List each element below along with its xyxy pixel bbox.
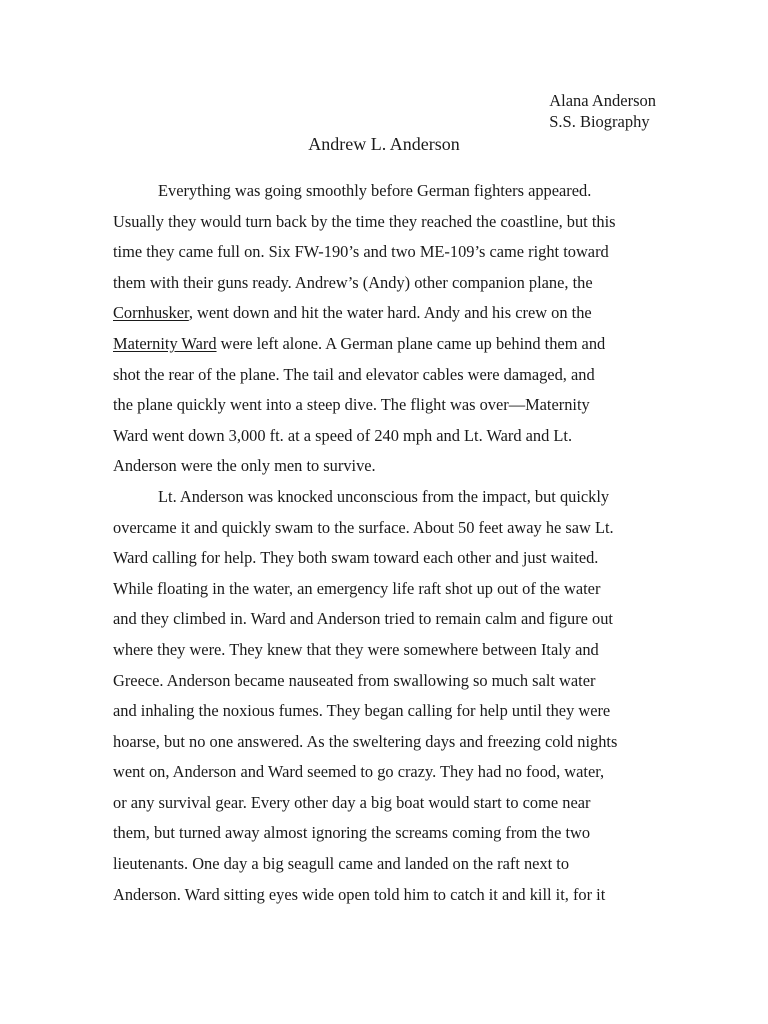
text-line: Lt. Anderson was knocked unconscious from the impact, but quickly [158,486,610,506]
page-title: Andrew L. Anderson [308,134,460,154]
text-line: went on, Anderson and Ward seemed to go crazy. They had no food, water, [113,762,605,782]
text-line: where they were. They knew that they were somewhere between Italy and [113,639,599,659]
text-line: them, but turned away almost ignoring the screams coming from the two [113,823,591,843]
text-segment: , went down and hit the water hard. Andy and his crew on the [188,303,592,323]
text-line: Everything was going smoothly before German fighters appeared. [158,181,592,200]
text-line: Ward calling for help. They both swam toward each other and just waited. [113,548,599,568]
text-line: or any survival gear. Every other day a big boat would start to come near [113,792,591,812]
author-name: Alana Anderson [549,91,656,110]
text-line [113,329,663,360]
text-line: time they came full on. Six FW-190’s and two ME-109’s came right toward [113,242,609,262]
text-line: Usually they would turn back by the time they reached the coastline, but this [113,211,616,231]
text-line: and they climbed in. Ward and Anderson tried to remain calm and figure out [113,609,613,629]
text-line: overcame it and quickly swam to the surface. About 50 feet away he saw Lt. [113,517,614,537]
paragraph-2 [113,482,663,910]
text-line: the plane quickly went into a steep dive. The flight was over—Maternity [113,395,590,415]
text-line: Anderson. Ward sitting eyes wide open told him to catch it and kill it, for it [113,884,606,904]
body-text [113,176,663,910]
text-line: Greece. Anderson became nauseated from swallowing so much salt water [113,670,596,690]
paragraph-1 [113,176,663,482]
course-name: S.S. Biography [549,112,650,131]
header-block [549,90,656,132]
text-line: lieutenants. One day a big seagull came and landed on the raft next to [113,854,570,874]
text-line: While floating in the water, an emergency life raft shot up out of the water [113,578,601,598]
text-line: shot the rear of the plane. The tail and elevator cables were damaged, and [113,364,595,384]
text-line: Ward went down 3,000 ft. at a speed of 240 mph and Lt. Ward and Lt. [113,425,573,445]
text-line: hoarse, but no one answered. As the sweltering days and freezing cold nights [113,731,618,751]
text-line: Anderson were the only men to survive. [113,456,376,476]
text-line [113,298,663,329]
plane-name-maternity-ward: Maternity Ward [113,333,217,353]
text-line: and inhaling the noxious fumes. They began calling for help until they were [113,701,611,721]
plane-name-cornhusker: Cornhusker [113,303,189,323]
text-segment: were left alone. A German plane came up behind them and [216,333,606,353]
text-line: them with their guns ready. Andrew’s (Andy) other companion plane, the [113,272,593,292]
